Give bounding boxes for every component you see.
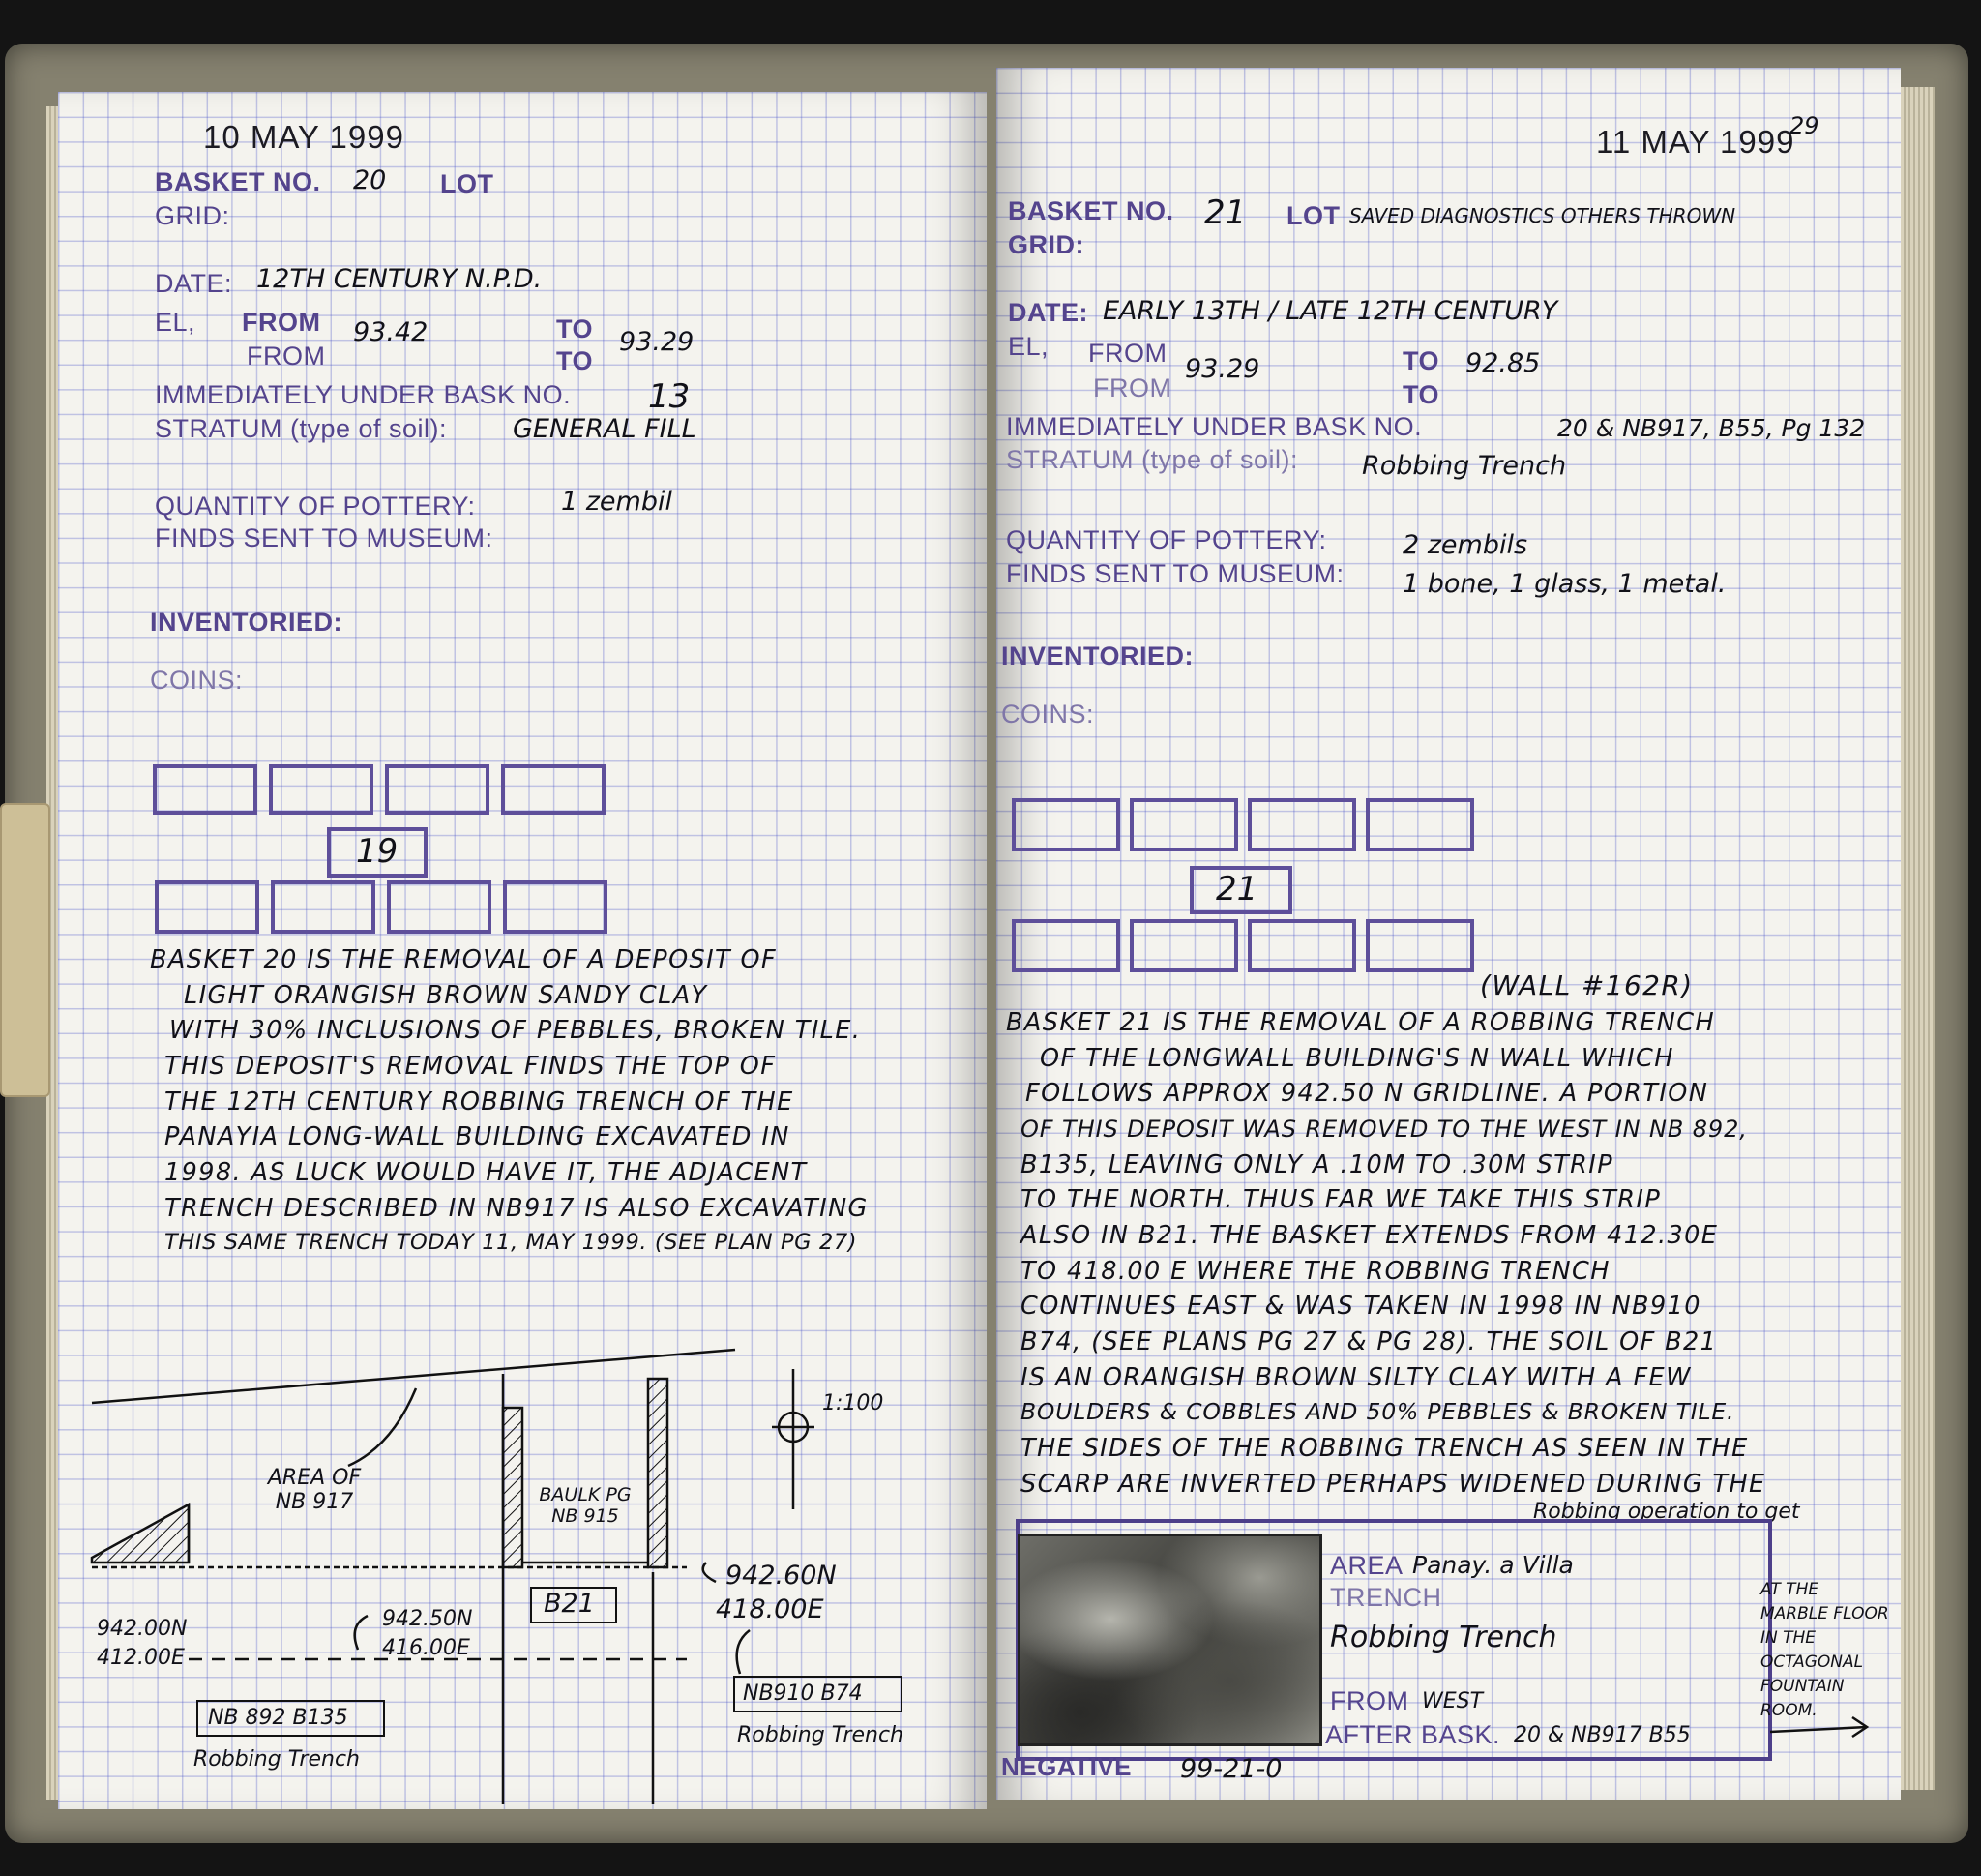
under-label: IMMEDIATELY UNDER BASK NO.	[1006, 412, 1423, 441]
coord-label: 942.50N	[382, 1607, 473, 1631]
note-line: IS AN ORANGISH BROWN SILTY CLAY WITH A FEW	[1020, 1363, 1692, 1392]
grid-label: GRID:	[1008, 230, 1084, 259]
photo-trench-value: Robbing Trench	[1330, 1621, 1557, 1654]
date-label: DATE:	[1008, 298, 1088, 327]
b21-label: B21	[544, 1589, 595, 1619]
pottery-label: QUANTITY OF POTTERY:	[155, 491, 476, 521]
date-label: DATE:	[155, 269, 233, 298]
el-label: EL,	[1008, 332, 1050, 361]
note-line: BOULDERS & COBBLES AND 50% PEBBLES & BROKEN TILE.	[1020, 1398, 1735, 1425]
lot-value: SAVED DIAGNOSTICS OTHERS THROWN	[1349, 204, 1736, 227]
finds-label: FINDS SENT TO MUSEUM:	[1006, 559, 1345, 588]
note-line: BASKET 21 IS THE REMOVAL OF A ROBBING TRENCH	[1006, 1008, 1716, 1037]
negative-label: NEGATIVE	[1001, 1752, 1132, 1781]
photo-after-label: AFTER BASK.	[1325, 1720, 1501, 1749]
elastic-strap	[0, 803, 50, 1097]
ref-caption: Robbing Trench	[737, 1723, 903, 1747]
stratum-label: STRATUM (type of soil):	[1006, 445, 1299, 474]
finds-label: FINDS SENT TO MUSEUM:	[155, 523, 493, 552]
photo-area-value: Panay. a Villa	[1412, 1551, 1574, 1579]
coord-label: 416.00E	[382, 1636, 470, 1660]
right-page	[996, 68, 1901, 1800]
grid-label: GRID:	[155, 201, 230, 230]
note-line: 1998. AS LUCK WOULD HAVE IT, THE ADJACENT	[164, 1158, 808, 1187]
photo-from-label: FROM	[1330, 1686, 1409, 1715]
ref-label: NB910 B74	[743, 1682, 863, 1706]
finds-value: 1 bone, 1 glass, 1 metal.	[1403, 569, 1727, 599]
side-note-line: AT THE	[1760, 1580, 1819, 1599]
note-line: LIGHT ORANGISH BROWN SANDY CLAY	[184, 981, 708, 1010]
pottery-value: 1 zembil	[561, 487, 672, 517]
side-note-line: OCTAGONAL	[1760, 1653, 1864, 1672]
coord-label: 412.00E	[97, 1646, 185, 1670]
pottery-label: QUANTITY OF POTTERY:	[1006, 525, 1327, 554]
note-line: Robbing operation to get	[1533, 1500, 1800, 1524]
ref-label: NB 892 B135	[208, 1706, 348, 1730]
basket-label: BASKET NO.	[155, 167, 321, 196]
page-date: 11 MAY 1999	[1596, 124, 1795, 160]
note-line: ALSO IN B21. THE BASKET EXTENDS FROM 412.30E	[1020, 1221, 1719, 1250]
negative-value: 99-21-0	[1180, 1754, 1283, 1784]
page-number: 29	[1789, 112, 1819, 139]
inventoried-label: INVENTORIED:	[1001, 641, 1195, 670]
photo-trench-label: TRENCH	[1330, 1583, 1442, 1612]
under-value: 20 & NB917, B55, Pg 132	[1557, 414, 1866, 442]
wall-label: (WALL #162R)	[1480, 969, 1694, 1001]
under-value: 13	[648, 377, 691, 416]
from-label: FROM	[242, 308, 321, 337]
note-line: THIS SAME TRENCH TODAY 11, MAY 1999. (SEE PLAN PG 27)	[164, 1230, 858, 1255]
to-value: 92.85	[1465, 348, 1541, 378]
under-label: IMMEDIATELY UNDER BASK NO.	[155, 380, 572, 409]
date-value: 12TH CENTURY N.P.D.	[256, 264, 543, 294]
coins-label: COINS:	[150, 666, 244, 695]
lot-label: LOT	[440, 169, 494, 198]
note-line: THE SIDES OF THE ROBBING TRENCH AS SEEN IN THE	[1020, 1434, 1749, 1463]
stratum-label: STRATUM (type of soil):	[155, 414, 448, 443]
el-label: EL,	[155, 308, 196, 337]
page-date: 10 MAY 1999	[203, 119, 404, 155]
box-number: 19	[356, 832, 399, 871]
basket-number: 21	[1204, 194, 1247, 232]
side-note-line: IN THE	[1760, 1628, 1817, 1648]
basket-label: BASKET NO.	[1008, 196, 1174, 225]
to-value: 93.29	[619, 327, 695, 357]
note-line: THE 12TH CENTURY ROBBING TRENCH OF THE	[164, 1087, 794, 1117]
note-line: THIS DEPOSIT'S REMOVAL FINDS THE TOP OF	[164, 1052, 777, 1081]
note-line: TO THE NORTH. THUS FAR WE TAKE THIS STRIP	[1020, 1185, 1662, 1214]
from-value: 93.42	[353, 317, 429, 347]
photo-from-value: WEST	[1422, 1689, 1484, 1713]
side-note-line: ROOM.	[1760, 1701, 1818, 1720]
to-label: TO	[556, 314, 594, 343]
to-label: TO	[1403, 346, 1440, 375]
note-line: OF THIS DEPOSIT WAS REMOVED TO THE WEST IN NB 892,	[1020, 1116, 1748, 1143]
inventoried-label: INVENTORIED:	[150, 608, 343, 637]
note-line: B74, (SEE PLANS PG 27 & PG 28). THE SOIL OF B21	[1020, 1327, 1718, 1356]
basket-number: 20	[353, 165, 387, 195]
coord-label: 942.00N	[97, 1617, 188, 1641]
stratum-value: Robbing Trench	[1362, 451, 1567, 481]
from-label-2: FROM	[247, 342, 326, 371]
note-line: WITH 30% INCLUSIONS OF PEBBLES, BROKEN TILE.	[169, 1016, 862, 1045]
photo-after-value: 20 & NB917 B55	[1514, 1723, 1691, 1747]
from-label: FROM	[1088, 339, 1168, 368]
trench-plan-sketch	[58, 92, 987, 1809]
note-line: SCARP ARE INVERTED PERHAPS WIDENED DURING THE	[1020, 1470, 1766, 1499]
stratum-value: GENERAL FILL	[513, 414, 696, 444]
page-edges-right	[1896, 87, 1935, 1790]
coord-label: 942.60N	[725, 1561, 837, 1591]
coord-label: 418.00E	[716, 1594, 824, 1624]
note-line: OF THE LONGWALL BUILDING'S N WALL WHICH	[1040, 1044, 1674, 1073]
note-line: TRENCH DESCRIBED IN NB917 IS ALSO EXCAVATING	[164, 1194, 869, 1223]
side-note-line: FOUNTAIN	[1760, 1677, 1845, 1696]
coins-label: COINS:	[1001, 700, 1095, 729]
note-line: BASKET 20 IS THE REMOVAL OF A DEPOSIT OF	[150, 945, 778, 974]
scale-label: 1:100	[822, 1391, 884, 1415]
pottery-value: 2 zembils	[1403, 530, 1528, 560]
ref-caption: Robbing Trench	[193, 1747, 360, 1772]
side-note-line: MARBLE FLOOR	[1760, 1604, 1889, 1623]
date-value: EARLY 13TH / LATE 12TH CENTURY	[1103, 296, 1558, 326]
baulk-label: BAULK PG NB 915	[539, 1484, 632, 1527]
box-number: 21	[1216, 870, 1258, 908]
to-label-2: TO	[556, 346, 594, 375]
note-line: B135, LEAVING ONLY A .10M TO .30M STRIP	[1020, 1150, 1613, 1179]
from-label-2: FROM	[1093, 373, 1172, 402]
photo-area-label: AREA	[1330, 1551, 1404, 1580]
note-line: CONTINUES EAST & WAS TAKEN IN 1998 IN NB910	[1020, 1292, 1701, 1321]
arrow-icon	[996, 68, 1901, 1800]
note-line: TO 418.00 E WHERE THE ROBBING TRENCH	[1020, 1257, 1611, 1286]
from-value: 93.29	[1185, 354, 1260, 384]
note-line: PANAYIA LONG-WALL BUILDING EXCAVATED IN	[164, 1122, 790, 1151]
area-label: AREA OF NB 917	[267, 1466, 362, 1515]
to-label-2: TO	[1403, 380, 1440, 409]
note-line: FOLLOWS APPROX 942.50 N GRIDLINE. A PORTION	[1025, 1079, 1709, 1108]
lot-label: LOT	[1286, 201, 1341, 230]
left-page	[58, 92, 987, 1809]
